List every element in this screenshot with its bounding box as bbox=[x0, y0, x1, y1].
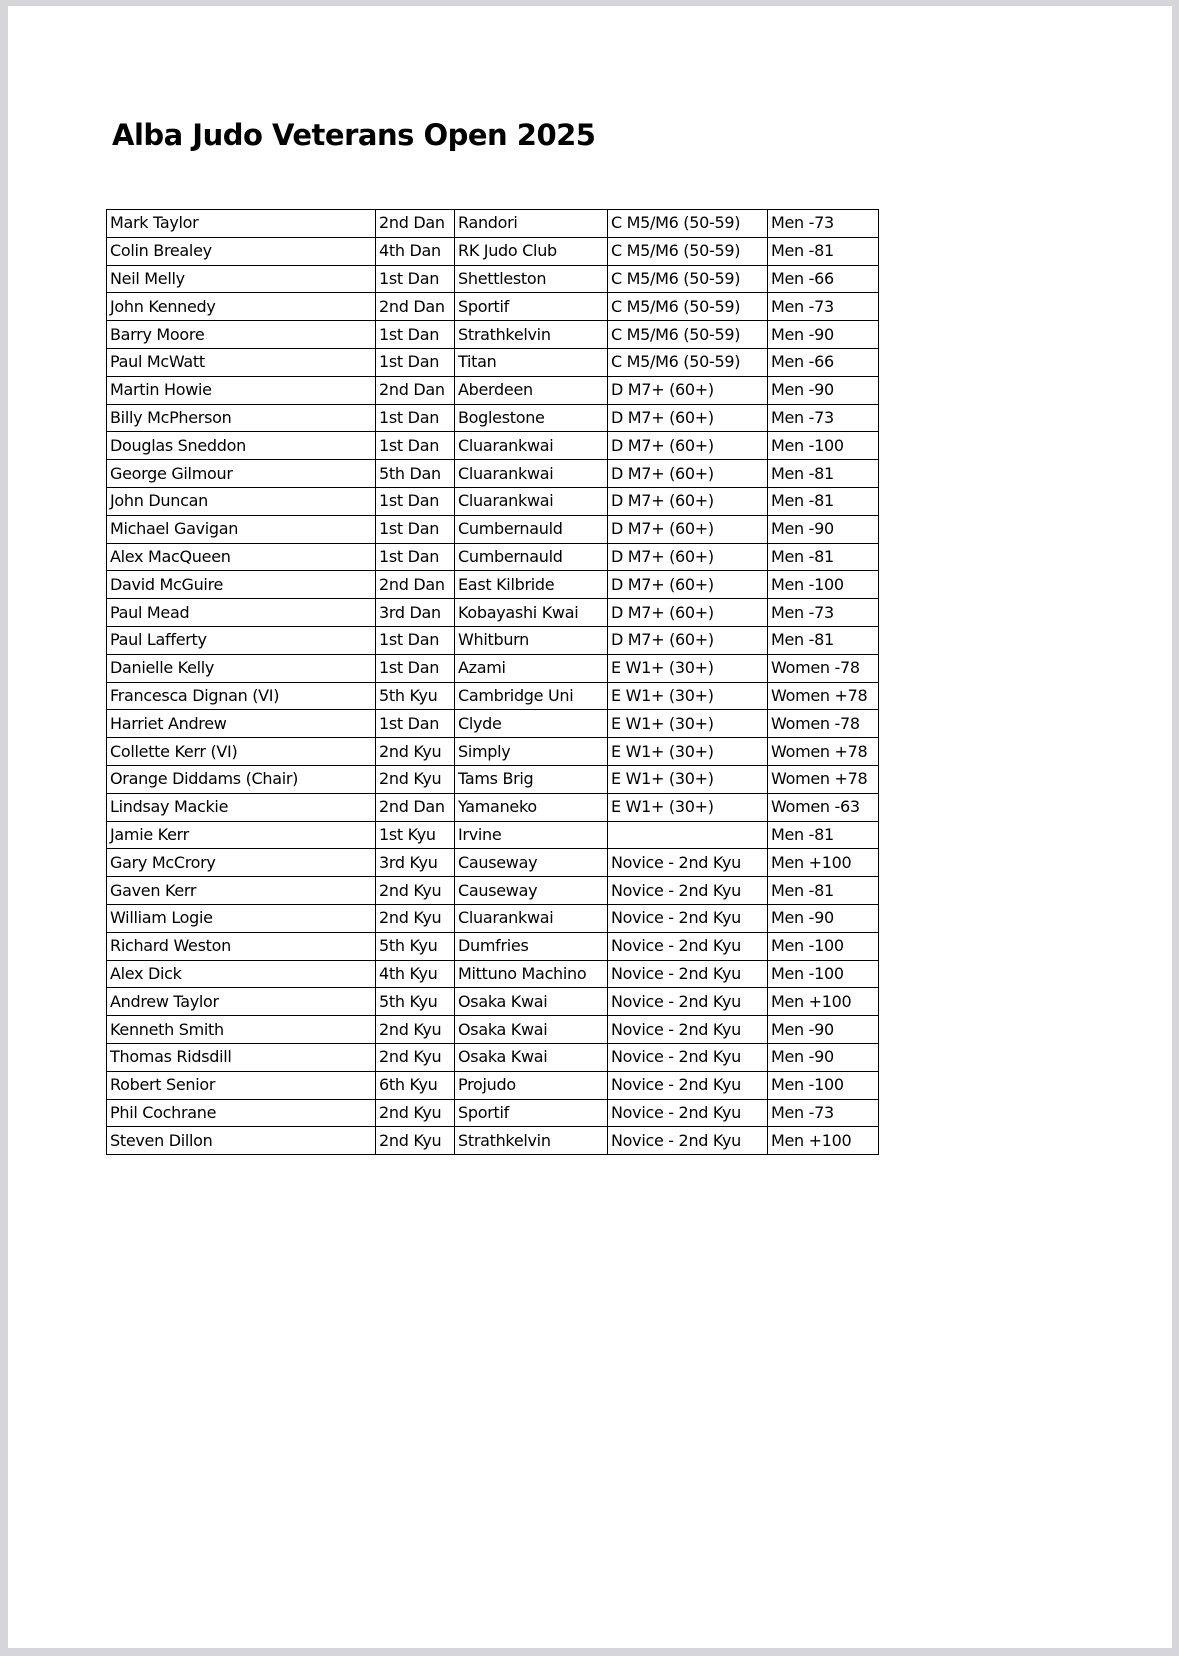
entrant-club: Causeway bbox=[455, 849, 608, 877]
entrant-club: Osaka Kwai bbox=[455, 1043, 608, 1071]
entrant-club: Randori bbox=[455, 210, 608, 238]
entrant-name: Francesca Dignan (VI) bbox=[107, 682, 376, 710]
entrant-category: D M7+ (60+) bbox=[608, 543, 768, 571]
entrant-weight-class: Women -78 bbox=[768, 710, 879, 738]
entrant-weight-class: Men -90 bbox=[768, 1043, 879, 1071]
entrant-club: Mittuno Machino bbox=[455, 960, 608, 988]
table-row bbox=[107, 988, 879, 1016]
entrant-category: D M7+ (60+) bbox=[608, 487, 768, 515]
entrant-grade: 5th Dan bbox=[376, 460, 455, 488]
entrant-weight-class: Women +78 bbox=[768, 738, 879, 766]
entrant-name: George Gilmour bbox=[107, 460, 376, 488]
entrant-category: C M5/M6 (50-59) bbox=[608, 348, 768, 376]
entrant-club: Cumbernauld bbox=[455, 543, 608, 571]
entrant-category: Novice - 2nd Kyu bbox=[608, 904, 768, 932]
entrant-grade: 1st Dan bbox=[376, 626, 455, 654]
entrant-weight-class: Men -73 bbox=[768, 404, 879, 432]
entrant-weight-class: Men -66 bbox=[768, 348, 879, 376]
entrant-category: Novice - 2nd Kyu bbox=[608, 988, 768, 1016]
entrant-club: Shettleston bbox=[455, 265, 608, 293]
entrant-grade: 2nd Kyu bbox=[376, 1099, 455, 1127]
entrant-category: D M7+ (60+) bbox=[608, 376, 768, 404]
table-row bbox=[107, 877, 879, 905]
entrant-name: Danielle Kelly bbox=[107, 654, 376, 682]
entrant-category bbox=[608, 821, 768, 849]
entrant-club: Cluarankwai bbox=[455, 460, 608, 488]
entrant-weight-class: Men -90 bbox=[768, 1016, 879, 1044]
document-page bbox=[8, 6, 1172, 1648]
entrant-grade: 1st Dan bbox=[376, 710, 455, 738]
table-row bbox=[107, 237, 879, 265]
entrant-grade: 2nd Kyu bbox=[376, 765, 455, 793]
entrant-name: Jamie Kerr bbox=[107, 821, 376, 849]
entrant-category: D M7+ (60+) bbox=[608, 515, 768, 543]
entrant-grade: 1st Dan bbox=[376, 432, 455, 460]
entrant-club: Osaka Kwai bbox=[455, 1016, 608, 1044]
entrant-club: Cumbernauld bbox=[455, 515, 608, 543]
entrant-name: Richard Weston bbox=[107, 932, 376, 960]
entrant-club: Whitburn bbox=[455, 626, 608, 654]
entrant-weight-class: Men -100 bbox=[768, 571, 879, 599]
entrant-category: C M5/M6 (50-59) bbox=[608, 265, 768, 293]
entrant-weight-class: Women +78 bbox=[768, 765, 879, 793]
table-row bbox=[107, 321, 879, 349]
entrant-club: Strathkelvin bbox=[455, 321, 608, 349]
entrant-grade: 4th Dan bbox=[376, 237, 455, 265]
entrant-name: Barry Moore bbox=[107, 321, 376, 349]
entrant-grade: 2nd Kyu bbox=[376, 1016, 455, 1044]
entrant-category: Novice - 2nd Kyu bbox=[608, 1127, 768, 1155]
entrant-weight-class: Women +78 bbox=[768, 682, 879, 710]
entrant-club: Simply bbox=[455, 738, 608, 766]
entrant-weight-class: Men -90 bbox=[768, 515, 879, 543]
entrant-weight-class: Men -81 bbox=[768, 543, 879, 571]
table-row bbox=[107, 210, 879, 238]
table-row bbox=[107, 404, 879, 432]
entrant-category: E W1+ (30+) bbox=[608, 682, 768, 710]
entrant-category: Novice - 2nd Kyu bbox=[608, 849, 768, 877]
entrant-grade: 2nd Kyu bbox=[376, 877, 455, 905]
entrant-grade: 5th Kyu bbox=[376, 932, 455, 960]
entrant-grade: 1st Dan bbox=[376, 348, 455, 376]
entrant-club: East Kilbride bbox=[455, 571, 608, 599]
entrant-category: Novice - 2nd Kyu bbox=[608, 960, 768, 988]
entrant-name: John Kennedy bbox=[107, 293, 376, 321]
entrant-grade: 2nd Kyu bbox=[376, 1043, 455, 1071]
entrant-grade: 1st Dan bbox=[376, 515, 455, 543]
entrant-grade: 2nd Kyu bbox=[376, 1127, 455, 1155]
entrant-grade: 5th Kyu bbox=[376, 988, 455, 1016]
entrant-grade: 2nd Kyu bbox=[376, 738, 455, 766]
entrant-grade: 6th Kyu bbox=[376, 1071, 455, 1099]
entrant-grade: 5th Kyu bbox=[376, 682, 455, 710]
entrant-name: Douglas Sneddon bbox=[107, 432, 376, 460]
entrant-weight-class: Men -81 bbox=[768, 460, 879, 488]
entrant-club: Cambridge Uni bbox=[455, 682, 608, 710]
entrant-name: Steven Dillon bbox=[107, 1127, 376, 1155]
entrant-weight-class: Men -73 bbox=[768, 210, 879, 238]
table-row bbox=[107, 1127, 879, 1155]
entrant-club: Kobayashi Kwai bbox=[455, 599, 608, 627]
entrant-category: C M5/M6 (50-59) bbox=[608, 293, 768, 321]
entrant-name: David McGuire bbox=[107, 571, 376, 599]
entrant-club: Osaka Kwai bbox=[455, 988, 608, 1016]
entrant-category: E W1+ (30+) bbox=[608, 765, 768, 793]
table-row bbox=[107, 515, 879, 543]
table-row bbox=[107, 571, 879, 599]
entrant-club: Causeway bbox=[455, 877, 608, 905]
entrant-name: Thomas Ridsdill bbox=[107, 1043, 376, 1071]
entrant-club: RK Judo Club bbox=[455, 237, 608, 265]
entrant-name: Orange Diddams (Chair) bbox=[107, 765, 376, 793]
entrant-name: John Duncan bbox=[107, 487, 376, 515]
entrant-weight-class: Men -100 bbox=[768, 960, 879, 988]
entrant-name: Paul Mead bbox=[107, 599, 376, 627]
entrant-club: Strathkelvin bbox=[455, 1127, 608, 1155]
entrant-name: Paul McWatt bbox=[107, 348, 376, 376]
entrant-club: Yamaneko bbox=[455, 793, 608, 821]
table-row bbox=[107, 738, 879, 766]
entrant-name: Gary McCrory bbox=[107, 849, 376, 877]
entrant-name: Neil Melly bbox=[107, 265, 376, 293]
entrant-club: Sportif bbox=[455, 293, 608, 321]
entrant-weight-class: Men -100 bbox=[768, 432, 879, 460]
entrant-name: Mark Taylor bbox=[107, 210, 376, 238]
entrant-name: Collette Kerr (VI) bbox=[107, 738, 376, 766]
entrant-name: Robert Senior bbox=[107, 1071, 376, 1099]
entrant-name: Lindsay Mackie bbox=[107, 793, 376, 821]
table-row bbox=[107, 1043, 879, 1071]
entrant-club: Titan bbox=[455, 348, 608, 376]
entrant-grade: 1st Dan bbox=[376, 654, 455, 682]
entrant-category: E W1+ (30+) bbox=[608, 793, 768, 821]
entrant-category: D M7+ (60+) bbox=[608, 626, 768, 654]
entrant-weight-class: Men -81 bbox=[768, 237, 879, 265]
entrant-category: D M7+ (60+) bbox=[608, 571, 768, 599]
entrant-name: Kenneth Smith bbox=[107, 1016, 376, 1044]
table-row bbox=[107, 793, 879, 821]
entrant-name: Colin Brealey bbox=[107, 237, 376, 265]
table-row bbox=[107, 960, 879, 988]
entrant-club: Cluarankwai bbox=[455, 432, 608, 460]
entrant-category: E W1+ (30+) bbox=[608, 738, 768, 766]
entrant-name: Paul Lafferty bbox=[107, 626, 376, 654]
entrant-category: Novice - 2nd Kyu bbox=[608, 1016, 768, 1044]
entrant-club: Irvine bbox=[455, 821, 608, 849]
table-row bbox=[107, 821, 879, 849]
entrant-grade: 3rd Kyu bbox=[376, 849, 455, 877]
entrant-category: Novice - 2nd Kyu bbox=[608, 1043, 768, 1071]
table-row bbox=[107, 348, 879, 376]
entrant-category: C M5/M6 (50-59) bbox=[608, 321, 768, 349]
entrant-grade: 1st Dan bbox=[376, 404, 455, 432]
table-row bbox=[107, 265, 879, 293]
table-row bbox=[107, 543, 879, 571]
entrant-name: Martin Howie bbox=[107, 376, 376, 404]
entrant-weight-class: Men -73 bbox=[768, 293, 879, 321]
entrant-weight-class: Men +100 bbox=[768, 849, 879, 877]
table-row bbox=[107, 432, 879, 460]
entrant-grade: 1st Dan bbox=[376, 543, 455, 571]
entrant-weight-class: Men -81 bbox=[768, 626, 879, 654]
entrant-club: Dumfries bbox=[455, 932, 608, 960]
entrant-category: Novice - 2nd Kyu bbox=[608, 1099, 768, 1127]
table-row bbox=[107, 1016, 879, 1044]
entrant-grade: 1st Dan bbox=[376, 265, 455, 293]
table-row bbox=[107, 1099, 879, 1127]
entrant-category: D M7+ (60+) bbox=[608, 599, 768, 627]
entrant-name: Alex Dick bbox=[107, 960, 376, 988]
entrant-weight-class: Men -90 bbox=[768, 321, 879, 349]
entrant-name: Phil Cochrane bbox=[107, 1099, 376, 1127]
entrant-club: Projudo bbox=[455, 1071, 608, 1099]
table-row bbox=[107, 710, 879, 738]
entrant-category: E W1+ (30+) bbox=[608, 654, 768, 682]
entrant-category: D M7+ (60+) bbox=[608, 460, 768, 488]
entrant-weight-class: Men -81 bbox=[768, 821, 879, 849]
entrant-weight-class: Men -100 bbox=[768, 932, 879, 960]
entrant-weight-class: Women -63 bbox=[768, 793, 879, 821]
entrant-weight-class: Women -78 bbox=[768, 654, 879, 682]
entrant-category: D M7+ (60+) bbox=[608, 432, 768, 460]
entrant-name: Gaven Kerr bbox=[107, 877, 376, 905]
entrant-club: Azami bbox=[455, 654, 608, 682]
entrant-grade: 1st Dan bbox=[376, 321, 455, 349]
entrant-club: Aberdeen bbox=[455, 376, 608, 404]
entrant-name: William Logie bbox=[107, 904, 376, 932]
table-row bbox=[107, 765, 879, 793]
entrant-weight-class: Men -66 bbox=[768, 265, 879, 293]
table-row bbox=[107, 626, 879, 654]
table-row bbox=[107, 849, 879, 877]
entrant-name: Michael Gavigan bbox=[107, 515, 376, 543]
entrant-weight-class: Men -73 bbox=[768, 599, 879, 627]
entrant-category: Novice - 2nd Kyu bbox=[608, 877, 768, 905]
entrant-weight-class: Men +100 bbox=[768, 988, 879, 1016]
entrant-club: Boglestone bbox=[455, 404, 608, 432]
entrant-grade: 2nd Kyu bbox=[376, 904, 455, 932]
entrant-grade: 1st Dan bbox=[376, 487, 455, 515]
entrant-weight-class: Men -81 bbox=[768, 877, 879, 905]
entrant-grade: 2nd Dan bbox=[376, 376, 455, 404]
table-row bbox=[107, 599, 879, 627]
entrant-category: C M5/M6 (50-59) bbox=[608, 237, 768, 265]
entrant-club: Cluarankwai bbox=[455, 487, 608, 515]
table-row bbox=[107, 904, 879, 932]
entrant-grade: 4th Kyu bbox=[376, 960, 455, 988]
table-row bbox=[107, 932, 879, 960]
table-row bbox=[107, 376, 879, 404]
entrant-grade: 2nd Dan bbox=[376, 793, 455, 821]
entrant-grade: 2nd Dan bbox=[376, 210, 455, 238]
entrants-table bbox=[106, 209, 879, 1155]
entrant-grade: 1st Kyu bbox=[376, 821, 455, 849]
entrant-name: Alex MacQueen bbox=[107, 543, 376, 571]
entrant-weight-class: Men -90 bbox=[768, 376, 879, 404]
entrant-grade: 3rd Dan bbox=[376, 599, 455, 627]
entrant-name: Andrew Taylor bbox=[107, 988, 376, 1016]
table-row bbox=[107, 1071, 879, 1099]
table-row bbox=[107, 487, 879, 515]
entrant-club: Sportif bbox=[455, 1099, 608, 1127]
entrant-category: C M5/M6 (50-59) bbox=[608, 210, 768, 238]
entrant-weight-class: Men -73 bbox=[768, 1099, 879, 1127]
table-row bbox=[107, 460, 879, 488]
entrant-category: Novice - 2nd Kyu bbox=[608, 932, 768, 960]
entrant-name: Billy McPherson bbox=[107, 404, 376, 432]
entrant-weight-class: Men +100 bbox=[768, 1127, 879, 1155]
entrant-grade: 2nd Dan bbox=[376, 571, 455, 599]
entrant-weight-class: Men -100 bbox=[768, 1071, 879, 1099]
entrant-club: Tams Brig bbox=[455, 765, 608, 793]
entrant-category: E W1+ (30+) bbox=[608, 710, 768, 738]
entrant-name: Harriet Andrew bbox=[107, 710, 376, 738]
entrant-club: Clyde bbox=[455, 710, 608, 738]
table-row bbox=[107, 654, 879, 682]
document-title: Alba Judo Veterans Open 2025 bbox=[112, 118, 596, 152]
entrant-weight-class: Men -90 bbox=[768, 904, 879, 932]
entrant-category: D M7+ (60+) bbox=[608, 404, 768, 432]
entrant-category: Novice - 2nd Kyu bbox=[608, 1071, 768, 1099]
table-row bbox=[107, 293, 879, 321]
table-row bbox=[107, 682, 879, 710]
entrant-weight-class: Men -81 bbox=[768, 487, 879, 515]
entrant-club: Cluarankwai bbox=[455, 904, 608, 932]
entrant-grade: 2nd Dan bbox=[376, 293, 455, 321]
entrants-table-body bbox=[107, 210, 879, 1155]
